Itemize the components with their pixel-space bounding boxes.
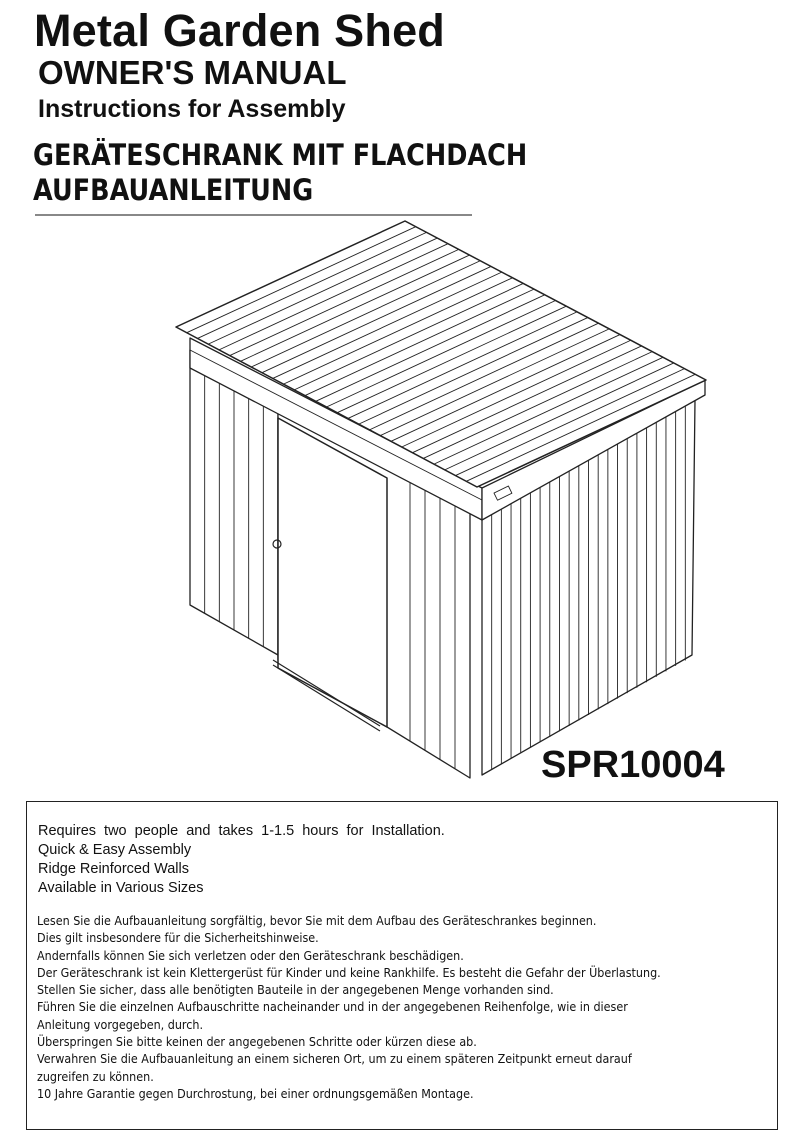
german-line: Stellen Sie sicher, dass alle benötigten Bauteile in der angegebenen Menge vorhanden sind. bbox=[37, 983, 554, 998]
german-line: Lesen Sie die Aufbauanleitung sorgfältig, bevor Sie mit dem Aufbau des Geräteschrankes beginnen. bbox=[37, 914, 597, 928]
german-line: 10 Jahre Garantie gegen Durchrostung, bei einer ordnungsgemäßen Montage. bbox=[37, 1086, 474, 1101]
feature-list bbox=[38, 822, 445, 898]
document-subtitle: OWNER'S MANUAL bbox=[38, 54, 347, 91]
german-title-line-1: GERÄTESCHRANK MIT FLACHDACH bbox=[33, 138, 528, 172]
german-line: Verwahren Sie die Aufbauanleitung an einem sicheren Ort, um zu einem späteren Zeitpunkt erneut darauf bbox=[37, 1052, 632, 1067]
info-box bbox=[26, 801, 778, 1130]
german-line: Der Geräteschrank ist kein Klettergerüst für Kinder und keine Rankhilfe. Es besteht die Gefahr der Überlastung. bbox=[37, 965, 661, 980]
feature-item: Requires two people and takes 1-1.5 hours for Installation. bbox=[38, 823, 445, 839]
german-line: Überspringen Sie bitte keinen der angegebenen Schritte oder kürzen diese ab. bbox=[37, 1035, 477, 1050]
document-title: Metal Garden Shed bbox=[34, 5, 445, 56]
feature-item: Available in Various Sizes bbox=[38, 880, 204, 896]
instructions-heading: Instructions for Assembly bbox=[38, 95, 346, 123]
model-number: SPR10004 bbox=[541, 744, 725, 786]
german-line: zugreifen zu können. bbox=[37, 1069, 154, 1084]
german-line: Anleitung vorgegeben, durch. bbox=[37, 1017, 204, 1032]
german-line: Dies gilt insbesondere für die Sicherheitshinweise. bbox=[37, 931, 319, 946]
feature-item: Quick & Easy Assembly bbox=[38, 842, 192, 858]
feature-item: Ridge Reinforced Walls bbox=[38, 861, 189, 877]
german-instructions bbox=[37, 913, 757, 1103]
shed-illustration bbox=[170, 215, 715, 785]
german-title-line-2: AUFBAUANLEITUNG bbox=[33, 173, 314, 207]
german-line: Führen Sie die einzelnen Aufbauschritte nacheinander und in der angegebenen Reihenfolge, wie in dieser bbox=[37, 1000, 628, 1015]
german-line: Andernfalls können Sie sich verletzen oder den Geräteschrank beschädigen. bbox=[37, 948, 464, 963]
